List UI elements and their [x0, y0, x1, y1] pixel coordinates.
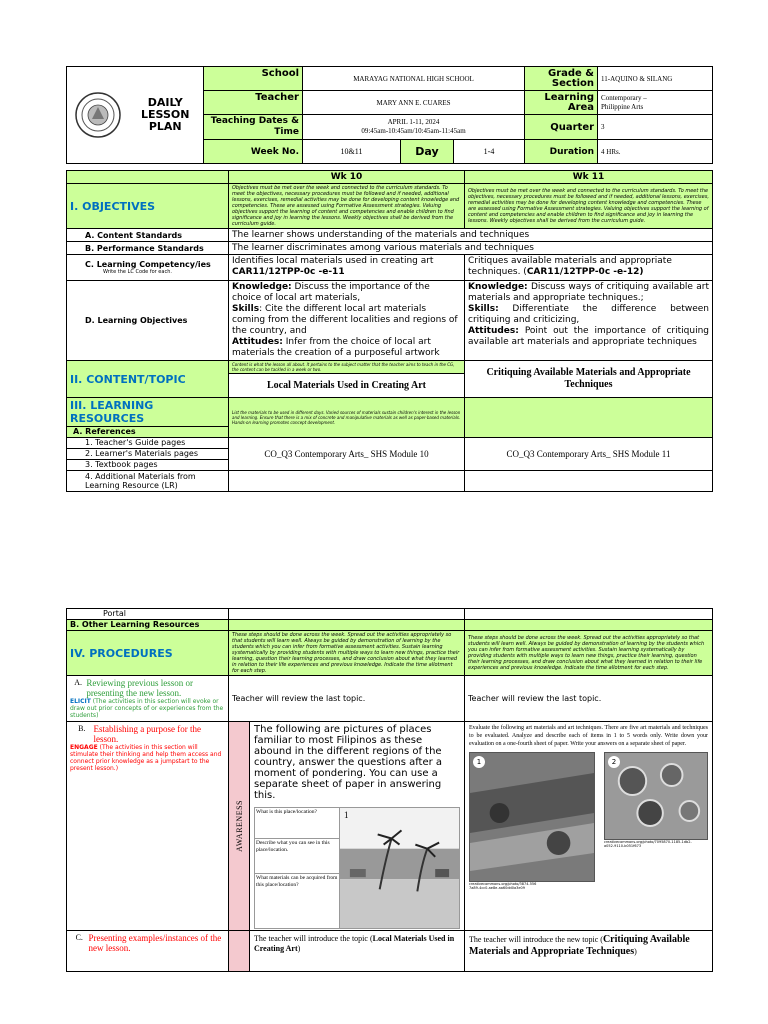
competency-label: C. Learning Competency/ies — [85, 260, 211, 269]
performance-standards-value: The learner discriminates among various materials and techniques — [229, 242, 713, 255]
procedures-heading: IV. PROCEDURES — [67, 631, 229, 676]
content-standards-label: A. Content Standards — [67, 229, 229, 242]
image-2-credit: creativecommons.org/photo/7095870-1185-1db2- a052-9110-b051f673 — [604, 840, 692, 848]
question-1: What is this place/location? — [255, 808, 339, 839]
content-note: Content is what the lesson all about. It pertains to the subject matter that the teacher aims to teach in the CG, the content can be tackled in a week or two. — [229, 361, 465, 374]
step-b-letter: B. — [78, 724, 86, 733]
art-materials-photo-1 — [469, 752, 595, 882]
performance-standards-label: B. Performance Standards — [67, 242, 229, 255]
header-block — [66, 66, 712, 164]
ref-portal: Portal — [67, 609, 229, 620]
resources-note: List the materials to be used in different days. Varied sources of materials sustain children's interest in the lesson and learning. Ensure that there is a mix of concrete and manipulative materials as well as paper-based materials. Hands-on learning promotes concept development. — [229, 398, 465, 438]
area-label: Learning Area — [525, 91, 598, 115]
module-wk10: CO_Q3 Contemporary Arts_ SHS Module 10 — [229, 438, 465, 471]
step-b-wk10-text: The following are pictures of places familiar to most Filipinos as these abound in the different regions of the country, answer the questions after a moment of pondering. You can use a separate sheet of paper in answering this. — [254, 724, 443, 801]
engage-note: ENGAGE (The activities in this section will stimulate their thinking and help them access and connect prior knowledge as a jumpstart to the present lesson.) — [70, 744, 222, 772]
deped-seal-icon — [75, 92, 121, 138]
step-c-wk10: The teacher will introduce the topic (Local Materials Used in Creating Art) — [254, 934, 455, 953]
school-value: MARAYAG NATIONAL HIGH SCHOOL — [303, 67, 525, 91]
objectives-note-wk11: Objectives must be met over the week and connected to the curriculum standards. To meet the objectives, necessary procedures must be followed and if needed, additional lessons, exercises, remedial activities may be done for developing content knowledge and competencies. These are assessed using Formative Assessment strategies. Valuing objectives support the learning of content and competencies and enable children to find significance and joy in learning the lessons. Weekly objectives shall be derived from the curriculum guide. — [465, 184, 713, 229]
module-wk11: CO_Q3 Contemporary Arts_ SHS Module 11 — [465, 438, 713, 471]
image-2-number: 2 — [608, 756, 620, 768]
lesson-plan-table — [66, 170, 713, 492]
other-resources-label: B. Other Learning Resources — [67, 620, 229, 631]
objectives-note-wk10: Objectives must be met over the week and connected to the curriculum standards. To meet the objectives, necessary procedures must be followed and if needed, additional lessons, exercises, remedial activities may be done for developing content knowledge and competencies. These are assessed using Formative Assessment strategies. Valuing objectives support the learning of content and competencies and enable children to find significance and joy in learning the lessons. Weekly objectives shall be derived from the curriculum guide. — [229, 184, 465, 229]
image-1-credit: creativecommons.org/photo/3874-556 7a89-4cc0-ae8e-aa60dd0a3e09 — [469, 882, 537, 890]
wk11-header: Wk 11 — [465, 171, 713, 184]
question-3: What materials can be acquired from this place/location? — [256, 875, 338, 888]
topic-wk10: Local Materials Used in Creating Art — [229, 374, 465, 398]
step-a-wk10: Teacher will review the last topic. — [229, 676, 465, 722]
step-c-title: Presenting examples/instances of the new lesson. — [88, 933, 222, 953]
ref-textbook: 3. Textbook pages — [67, 460, 229, 471]
week-label: Week No. — [204, 140, 303, 164]
content-standards-value: The learner shows understanding of the materials and techniques — [229, 229, 713, 242]
dates-label: Teaching Dates & Time — [204, 115, 303, 140]
art-materials-photo-2 — [604, 752, 708, 840]
ref-learners-materials: 2. Learner's Materials pages — [67, 449, 229, 460]
duration-value: 4 HRs. — [598, 140, 713, 164]
teacher-value: MARY ANN E. CUARES — [303, 91, 525, 115]
procedures-note-wk11: These steps should be done across the week. Spread out the activities appropriately so that students will learn well. Always be guided by demonstration of learning by the students which you can infer from formative assessment activities. Sustain learning systematically by providing students with multiple ways to learn new things, practice their learning, question their learning processes, and draw conclusion about what they learned in relation to their life experiences and previous knowledge. Indicate the time allotment for each step. — [465, 631, 713, 676]
school-label: School — [204, 67, 303, 91]
day-label: Day — [401, 140, 454, 164]
place-activity-box — [254, 807, 460, 929]
competency-code-wk11: CAR11/12TPP-0c -e-12) — [526, 267, 644, 277]
step-a-wk11: Teacher will review the last topic. — [465, 676, 713, 722]
photo-number: 1 — [344, 810, 349, 820]
quarter-label: Quarter — [525, 115, 598, 140]
dates-value: APRIL 1-11, 2024 09:45am-10:45am/10:45am-11:45am — [303, 115, 525, 140]
content-heading: II. CONTENT/TOPIC — [67, 361, 229, 398]
quarter-value: 3 — [598, 115, 713, 140]
elicit-note: ELICIT (The activities in this section will evoke or draw out prior concepts of or experiences from the students) — [70, 698, 224, 719]
beach-photo — [340, 808, 459, 928]
learning-objectives-wk11: Knowledge: Discuss ways of critiquing available art materials and appropriate techniques.; Skills: Differentiate the difference between critiquing and criticizing, Attitudes: Point out the importance of critiquing available art materials and appropriate techniques — [465, 281, 713, 361]
dlp-title: DAILY LESSON PLAN — [141, 96, 190, 133]
learning-objectives-wk10: Knowledge: Discuss the importance of the choice of local art materials, Skills: Cite the different local art materials coming from the different localities and regions of the country, and Attitudes: Infer from the choice of local art materials the creation of a purposeful artwork — [229, 281, 465, 361]
ref-teachers-guide: 1. Teacher's Guide pages — [67, 438, 229, 449]
objectives-heading: I. OBJECTIVES — [67, 184, 229, 229]
resources-heading: III. LEARNING RESOURCES — [67, 398, 229, 427]
ref-additional-materials: 4. Additional Materials from Learning Resource (LR) — [67, 471, 229, 492]
grade-value: 11-AQUINO & SILANG — [598, 67, 713, 91]
step-b-wk11-text: Evaluate the following art materials and art techniques. There are five art materials and techniques to be evaluated. Analyze and describe each of items in 1 to 5 words only. Write down your evaluation on a one-fourth sheet of paper. Write your answers on a separate sheet of paper. — [469, 725, 708, 747]
procedures-note-wk10: These steps should be done across the week. Spread out the activities appropriately so that students will learn well. Always be guided by demonstration of learning by the students which you can infer from formative assessment activities. Sustain learning systematically by providing students with multiple ways to learn new things, practice their learning, question their learning processes, and draw conclusion about what they learned in relation to their life experiences and previous knowledge. Indicate the time allotment for each step. — [229, 631, 465, 676]
learning-objectives-label: D. Learning Objectives — [67, 281, 229, 361]
awareness-label: AWARENESS — [234, 800, 244, 852]
competency-wk11: Critiques available materials and appropriate techniques. (CAR11/12TPP-0c -e-12) — [465, 255, 713, 281]
references-label: A. References — [67, 427, 229, 438]
step-b-title: Establishing a purpose for the lesson. — [93, 724, 201, 744]
step-a-letter: A. — [74, 678, 83, 687]
day-value: 1-4 — [454, 140, 525, 164]
step-c-letter: C. — [75, 933, 83, 942]
topic-wk11: Critiquing Available Materials and Appropriate Techniques — [465, 361, 713, 398]
teacher-label: Teacher — [204, 91, 303, 115]
week-value: 10&11 — [303, 140, 401, 164]
step-a-title: Reviewing previous lesson or presenting the new lesson. — [86, 678, 194, 698]
lesson-plan-page-2 — [66, 608, 712, 972]
area-value: Contemporary – Philippine Arts — [598, 91, 713, 115]
awareness-strip — [229, 722, 250, 930]
lesson-plan-table-continued — [66, 608, 713, 972]
wk10-header: Wk 10 — [229, 171, 465, 184]
question-2: Describe what you can see in this place/location. — [255, 839, 339, 874]
header-table — [66, 66, 713, 164]
competency-wk10: Identifies local materials used in creating art — [232, 256, 434, 266]
grade-label: Grade & Section — [525, 67, 598, 91]
competency-sublabel: Write the LC Code for each. — [103, 269, 172, 275]
competency-code-wk10: CAR11/12TPP-0c -e-11 — [232, 267, 345, 277]
image-1-number: 1 — [473, 756, 485, 768]
step-c-wk11: The teacher will introduce the new topic (Critiquing Available Materials and Appropriate Techniques) — [465, 931, 713, 972]
duration-label: Duration — [525, 140, 598, 164]
lesson-plan-page-1 — [66, 170, 712, 492]
